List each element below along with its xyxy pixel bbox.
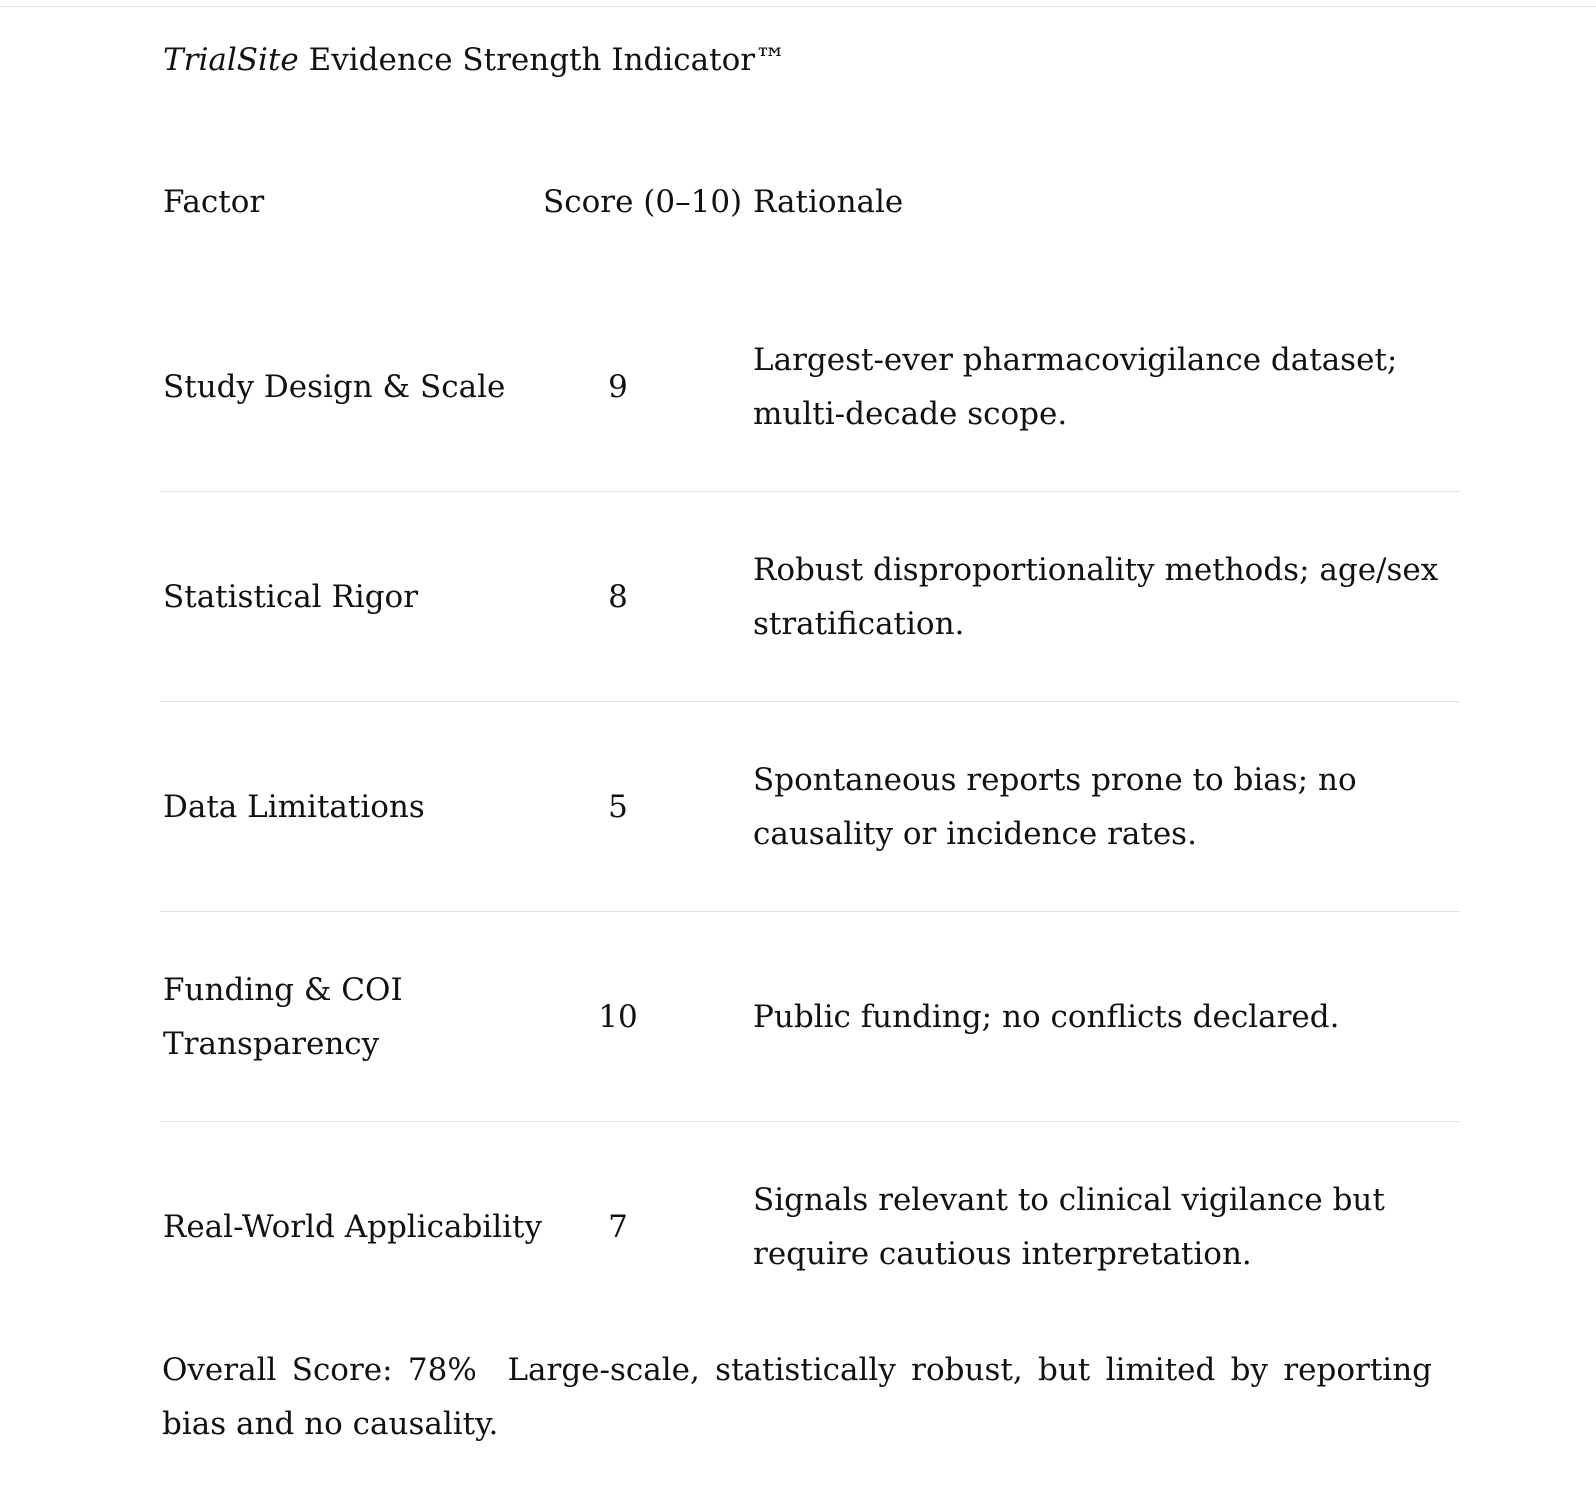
overall-score-text: Large-scale, statistically robust, but limited by reporting bias and no causality.: [162, 1352, 1433, 1442]
title-text: Evidence Strength Indicator™: [298, 42, 787, 78]
score-cell: 8: [608, 578, 628, 615]
factor-cell: Data Limitations: [163, 788, 425, 825]
score-cell: 10: [598, 998, 638, 1035]
header-factor: Factor: [163, 184, 265, 220]
table-row: [160, 702, 1460, 912]
rationale-cell: Largest-ever pharmacovigilance dataset; multi-decade scope.: [753, 341, 1398, 432]
title-brand: TrialSite: [163, 42, 299, 78]
evidence-table: [160, 122, 1460, 1332]
factor-cell: Statistical Rigor: [163, 578, 419, 615]
overall-score-label: Overall Score: 78%: [162, 1352, 477, 1388]
table-row: [160, 1122, 1460, 1332]
rationale-cell: Spontaneous reports prone to bias; no causality or incidence rates.: [753, 761, 1357, 852]
score-cell: 5: [608, 788, 628, 825]
top-divider: [0, 6, 1596, 7]
overall-summary: [162, 1343, 1432, 1451]
rationale-cell: Public funding; no conflicts declared.: [753, 998, 1340, 1035]
rationale-cell: Robust disproportionality methods; age/sex stratification.: [753, 551, 1439, 642]
table-header-row: [160, 122, 1460, 282]
score-cell: 7: [608, 1209, 628, 1245]
score-cell: 9: [608, 368, 628, 405]
table-row: [160, 282, 1460, 492]
table-row: [160, 492, 1460, 702]
factor-cell: Study Design & Scale: [163, 368, 506, 405]
rationale-cell: Signals relevant to clinical vigilance but require cautious interpretation.: [753, 1182, 1385, 1272]
factor-cell: Funding & COI Transparency: [163, 971, 403, 1062]
header-score: Score (0–10): [543, 184, 743, 220]
page-title: [163, 38, 786, 82]
factor-cell: Real-World Applicability: [163, 1209, 543, 1245]
table-row: [160, 912, 1460, 1122]
header-rationale: Rationale: [753, 184, 904, 220]
